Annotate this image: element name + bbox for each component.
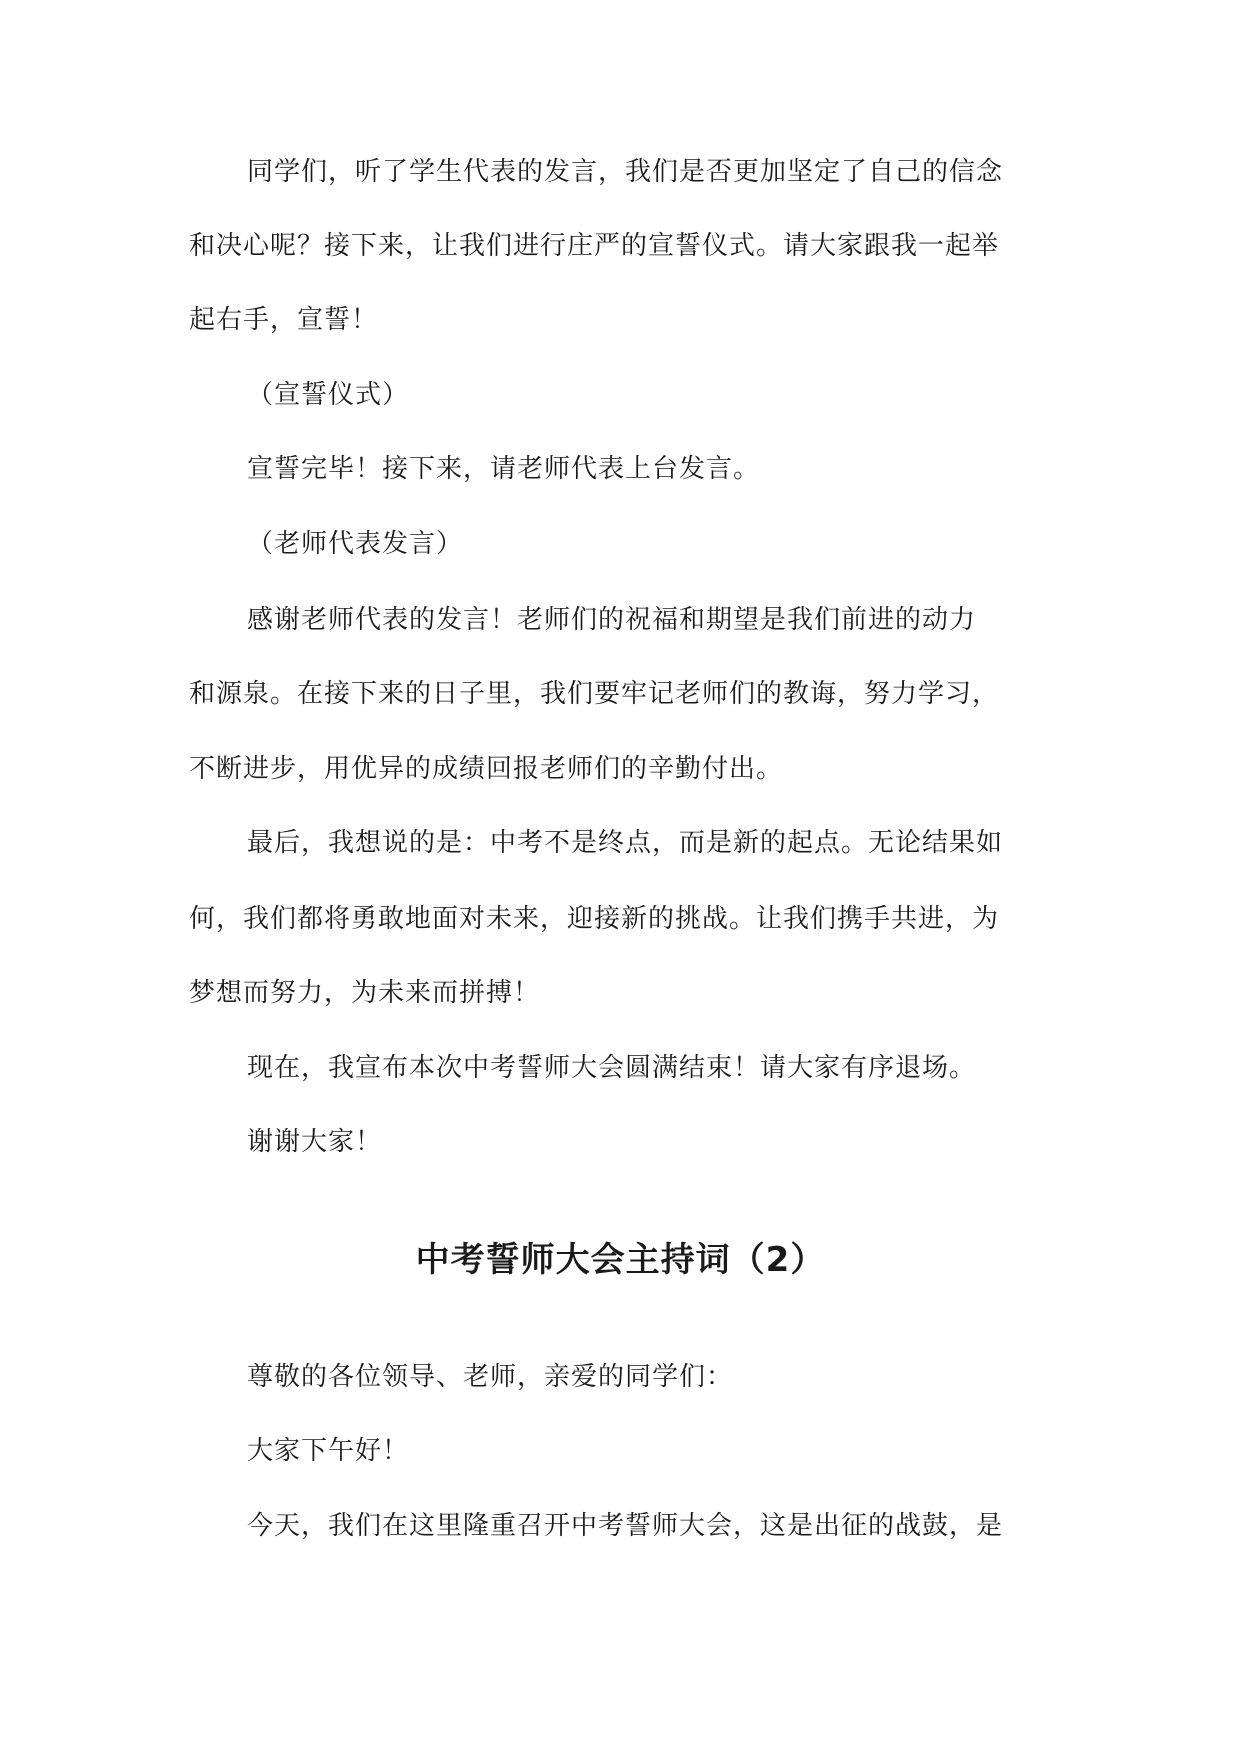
paragraph-line: 梦想而努力，为未来而拼搏！	[189, 978, 541, 1008]
paragraph-line: 和决心呢？接下来，让我们进行庄严的宣誓仪式。请大家跟我一起举	[189, 231, 1000, 261]
paragraph-line: 今天，我们在这里隆重召开中考誓师大会，这是出征的战鼓，是	[247, 1511, 1004, 1541]
stage-direction: （宣誓仪式）	[247, 380, 410, 410]
paragraph-line: 不断进步，用优异的成绩回报老师们的辛勤付出。	[189, 754, 784, 784]
paragraph-line: 和源泉。在接下来的日子里，我们要牢记老师们的教诲，努力学习，	[189, 679, 1000, 709]
paragraph-line: 何，我们都将勇敢地面对未来，迎接新的挑战。让我们携手共进，为	[189, 904, 1000, 934]
paragraph-line: 同学们，听了学生代表的发言，我们是否更加坚定了自己的信念	[247, 157, 1004, 187]
paragraph-line: 谢谢大家！	[247, 1127, 383, 1157]
paragraph-line: 最后，我想说的是：中考不是终点，而是新的起点。无论结果如	[247, 828, 1004, 858]
paragraph-line: 现在，我宣布本次中考誓师大会圆满结束！请大家有序退场。	[247, 1053, 977, 1083]
stage-direction: （老师代表发言）	[247, 529, 464, 559]
paragraph-line: 宣誓完毕！接下来，请老师代表上台发言。	[247, 454, 761, 484]
paragraph-line: 大家下午好！	[247, 1436, 410, 1466]
paragraph-line: 起右手，宣誓！	[189, 305, 379, 335]
paragraph-line: 感谢老师代表的发言！老师们的祝福和期望是我们前进的动力	[247, 605, 977, 635]
section-title: 中考誓师大会主持词（2）	[415, 1240, 826, 1280]
paragraph-line: 尊敬的各位领导、老师，亲爱的同学们：	[247, 1362, 734, 1392]
